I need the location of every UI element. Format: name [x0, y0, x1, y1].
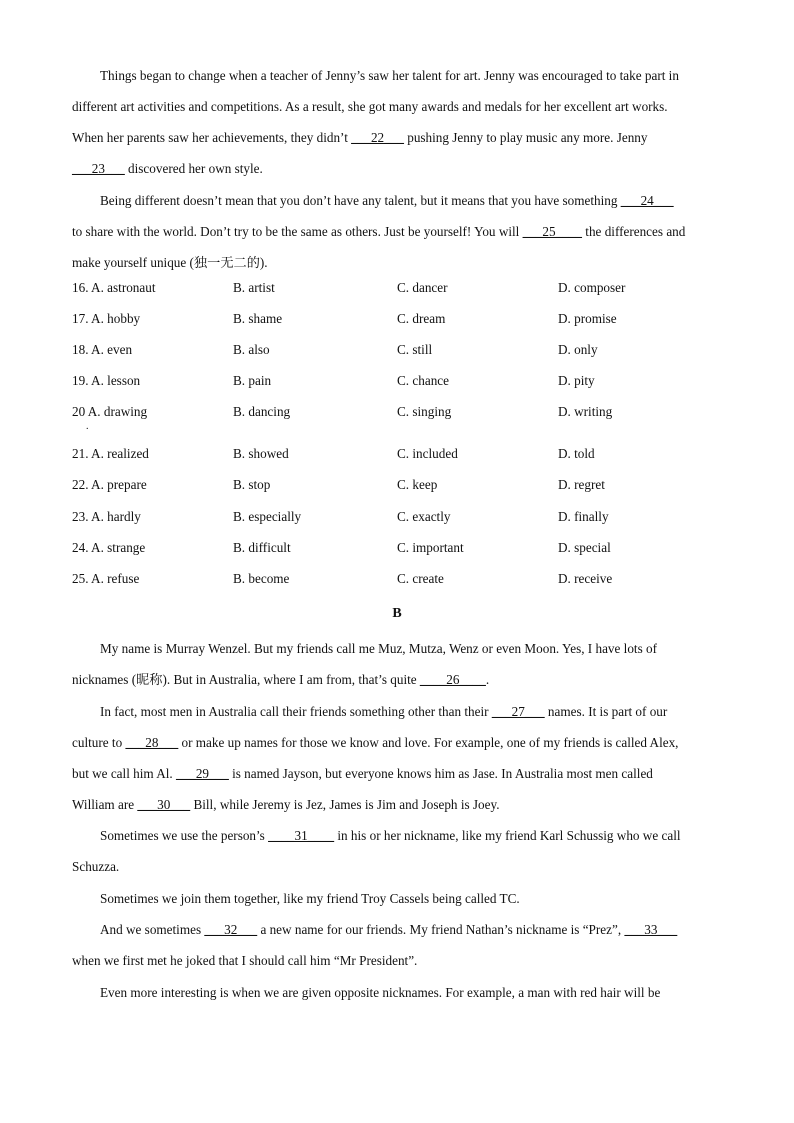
option-b: B. become [233, 570, 290, 586]
option-b: B. artist [233, 280, 275, 295]
option-c: C. important [397, 539, 464, 555]
text-line [72, 696, 722, 727]
option-b: B. stop [233, 477, 271, 493]
text-fragment: Being different doesn’t mean that you don’t have any talent, but it means that you have something [100, 193, 621, 208]
option-a: 22. A. prepare [72, 477, 147, 493]
option-a: 17. A. hobby [72, 311, 141, 327]
option-b: B. also [233, 342, 270, 358]
option-d: D. receive [558, 570, 613, 586]
option-c: C. chance [397, 373, 449, 389]
option-d: D. special [558, 539, 611, 555]
text-fragment: nicknames (昵称). But in Australia, where I am from, that’s quite [72, 672, 420, 687]
section-b-heading: B [392, 606, 402, 621]
text-fragment: but we call him Al. [72, 766, 177, 781]
option-b: B. dancing [233, 404, 291, 420]
option-a: 19. A. lesson [72, 373, 141, 389]
option-c: C. exactly [397, 508, 451, 524]
option-d: D. regret [558, 477, 605, 493]
option-row-16 [72, 280, 722, 311]
blank-32: ___32___ [204, 922, 258, 937]
blank-33: ___33___ [624, 922, 678, 937]
option-c: C. create [397, 570, 444, 586]
text-fragment: Sometimes we use the person’s [100, 828, 269, 843]
option-row-19 [72, 373, 722, 404]
passage-b-paragraph-2 [72, 696, 722, 820]
stray-dot: . [86, 421, 89, 433]
option-row-18 [72, 342, 722, 373]
text-fragment: to share with the world. Don’t try to be the same as others. Just be yourself! You will [72, 224, 523, 239]
blank-29: ___29___ [176, 766, 229, 781]
option-b: B. shame [233, 311, 283, 327]
option-d: D. writing [558, 404, 613, 420]
blank-28: ___28___ [125, 735, 179, 750]
option-a: 25. A. refuse [72, 570, 140, 586]
text-line [72, 820, 722, 851]
option-b: B. pain [233, 373, 272, 389]
passage-a-paragraph-2 [72, 185, 722, 278]
option-a: 16. A. astronaut [72, 280, 156, 295]
text-line: Things began to change when a teacher of Jenny’s saw her talent for art. Jenny was encouraged to take part in [100, 68, 679, 83]
option-a: 20 A. drawing [72, 404, 148, 420]
option-c: C. still [397, 342, 433, 358]
blank-23: ___23___ [72, 161, 125, 176]
text-line [72, 914, 722, 945]
option-d: D. told [558, 446, 595, 462]
text-line [72, 789, 722, 820]
text-fragment: And we sometimes [100, 922, 205, 937]
option-a: 24. A. strange [72, 539, 146, 555]
option-a: 18. A. even [72, 342, 133, 358]
option-row-25 [72, 571, 722, 602]
text-fragment: a new name for our friends. My friend Nathan’s nickname is “Prez”, [257, 922, 625, 937]
passage-b-paragraph-1 [72, 633, 722, 695]
text-line: Schuzza. [72, 859, 120, 874]
text-fragment: in his or her nickname, like my friend Karl Schussig who we call [334, 828, 681, 843]
passage-b-paragraph-5 [72, 914, 722, 976]
passage-a-paragraph-1 [72, 60, 722, 184]
text-line: My name is Murray Wenzel. But my friends call me Muz, Mutza, Wenz or even Moon. Yes, I have lots of [100, 641, 658, 656]
text-line: different art activities and competitions. As a result, she got many awards and medals for her excellent art works. [72, 99, 668, 114]
blank-25: ___25____ [522, 224, 582, 239]
option-b: B. difficult [233, 539, 291, 555]
blank-27: ___27___ [491, 704, 545, 719]
option-a: 23. A. hardly [72, 508, 141, 524]
text-line [72, 758, 722, 789]
text-fragment: discovered her own style. [124, 161, 263, 176]
text-line [72, 153, 722, 184]
option-d: D. promise [558, 311, 617, 327]
option-c: C. keep [397, 477, 438, 493]
text-fragment: names. It is part of our [544, 704, 668, 719]
option-c: C. dream [397, 311, 446, 327]
text-fragment: the differences and [581, 224, 686, 239]
text-fragment: . [485, 672, 490, 687]
option-b: B. showed [233, 446, 289, 462]
blank-26: ____26____ [419, 672, 486, 687]
passage-b-paragraph-4 [72, 883, 722, 914]
text-fragment: culture to [72, 735, 126, 750]
option-d: D. only [558, 342, 598, 358]
option-c: C. included [397, 446, 458, 462]
option-d: D. composer [558, 280, 626, 295]
passage-b-paragraph-6 [72, 977, 722, 1008]
text-line: Even more interesting is when we are given opposite nicknames. For example, a man with red hair will be [100, 985, 661, 1000]
blank-30: ___30___ [137, 797, 191, 812]
text-fragment: pushing Jenny to play music any more. Jenny [403, 130, 648, 145]
passage-b-paragraph-3 [72, 820, 722, 882]
text-line [72, 122, 722, 153]
blank-24: ___24___ [620, 193, 674, 208]
text-fragment: or make up names for those we know and love. For example, one of my friends is called Alex, [178, 735, 679, 750]
option-row-20 [72, 404, 722, 446]
text-fragment: Bill, while Jeremy is Jez, James is Jim and Joseph is Joey. [190, 797, 500, 812]
option-row-23 [72, 509, 722, 540]
options-table [72, 280, 722, 602]
text-fragment: is named Jayson, but everyone knows him as Jase. In Australia most men called [228, 766, 653, 781]
option-c: C. dancer [397, 280, 448, 295]
option-row-22 [72, 477, 722, 508]
text-fragment: William are [72, 797, 138, 812]
text-line [72, 727, 722, 758]
option-row-17 [72, 311, 722, 342]
text-line: make yourself unique (独一无二的). [72, 255, 268, 270]
text-line [72, 216, 722, 247]
text-fragment: In fact, most men in Australia call their friends something other than their [100, 704, 492, 719]
text-fragment: When her parents saw her achievements, they didn’t [72, 130, 352, 145]
option-c: C. singing [397, 404, 452, 420]
option-d: D. pity [558, 373, 595, 389]
blank-22: ___22___ [351, 130, 404, 145]
option-d: D. finally [558, 508, 609, 524]
blank-31: ____31____ [268, 828, 335, 843]
text-line: Sometimes we join them together, like my friend Troy Cassels being called TC. [100, 891, 520, 906]
option-row-24 [72, 540, 722, 571]
text-line [72, 664, 722, 695]
option-row-21 [72, 446, 722, 477]
text-line [72, 185, 722, 216]
option-b: B. especially [233, 508, 302, 524]
option-a: 21. A. realized [72, 446, 149, 462]
text-line: when we first met he joked that I should call him “Mr President”. [72, 953, 418, 968]
